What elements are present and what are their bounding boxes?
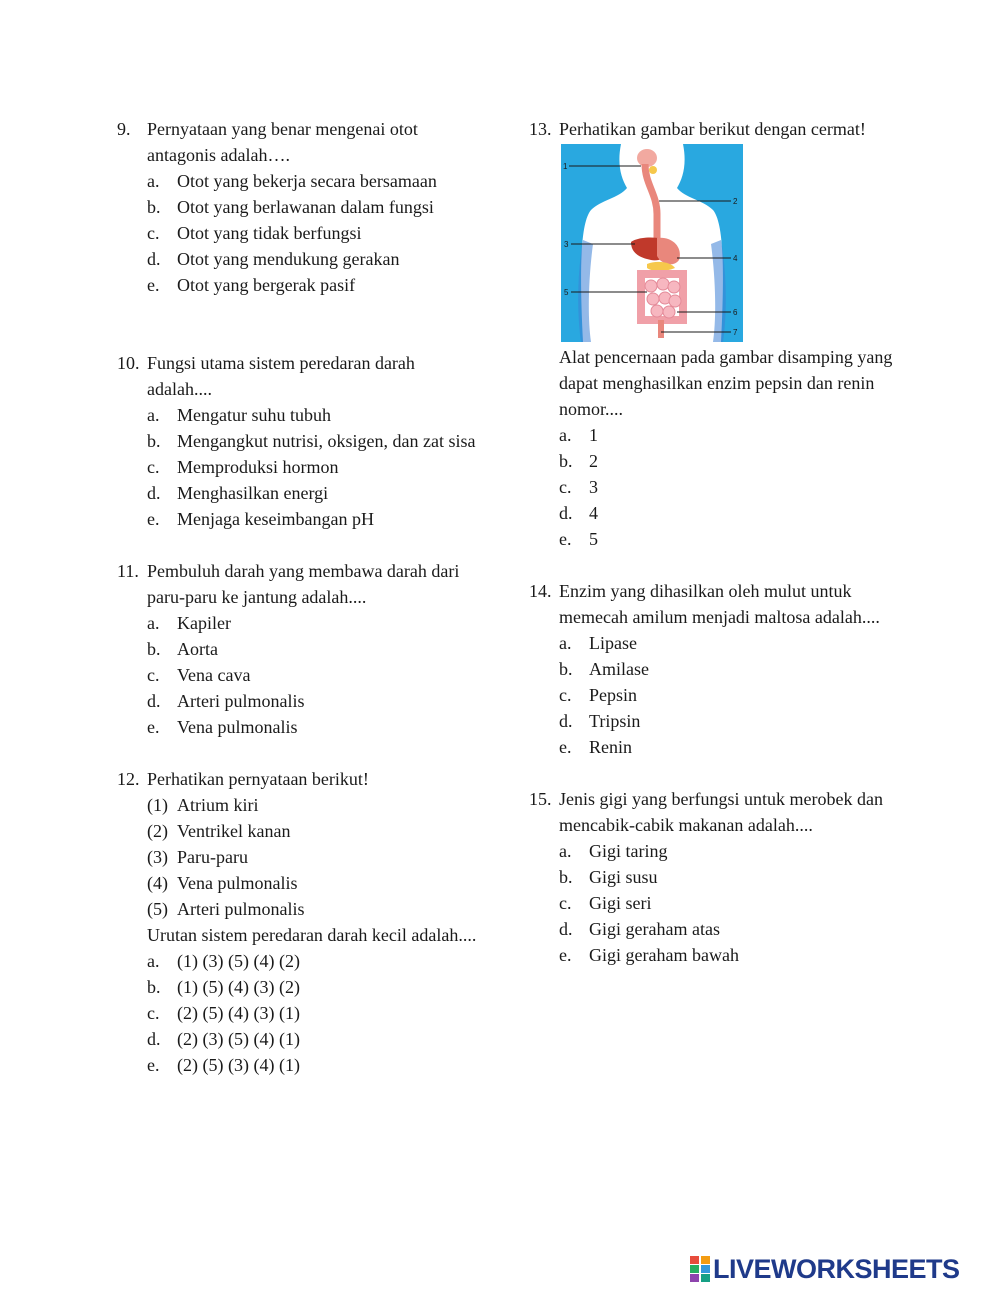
question-number: 10. <box>117 353 140 373</box>
option-a[interactable] <box>559 630 909 656</box>
statement-label: (1) <box>147 795 168 815</box>
diagram-label-2: 2 <box>733 197 738 206</box>
option-letter: a. <box>147 613 160 633</box>
option-letter: a. <box>147 171 160 191</box>
option-b[interactable] <box>559 864 909 890</box>
statement-item <box>147 792 477 818</box>
question-text <box>117 766 477 792</box>
question-text <box>117 350 477 402</box>
salivary-gland <box>649 166 657 174</box>
question-number: 12. <box>117 769 140 789</box>
logo-blocks-icon <box>690 1256 710 1282</box>
option-text: Vena pulmonalis <box>177 717 298 737</box>
option-d[interactable] <box>147 688 477 714</box>
question-text <box>117 116 477 168</box>
intestine-loop <box>669 295 681 307</box>
option-text: (2) (5) (4) (3) (1) <box>177 1003 300 1023</box>
option-e[interactable] <box>147 714 477 740</box>
question-text <box>529 578 909 630</box>
left-column <box>117 116 477 1078</box>
option-b[interactable] <box>147 428 477 454</box>
statement-item <box>147 870 477 896</box>
diagram-label-4: 4 <box>733 254 738 263</box>
question-10 <box>117 350 477 532</box>
question-13 <box>529 116 909 552</box>
option-letter: a. <box>147 951 160 971</box>
option-letter: d. <box>559 503 573 523</box>
option-e[interactable] <box>147 272 477 298</box>
option-text: (1) (3) (5) (4) (2) <box>177 951 300 971</box>
question-stem: Pembuluh darah yang membawa darah dari paru-paru ke jantung adalah.... <box>147 561 460 607</box>
option-c[interactable] <box>147 662 477 688</box>
option-text: Otot yang tidak berfungsi <box>177 223 362 243</box>
option-text: Otot yang berlawanan dalam fungsi <box>177 197 434 217</box>
question-prompt: Alat pencernaan pada gambar disamping yang dapat menghasilkan enzim pepsin dan renin nomor.... <box>559 347 893 419</box>
option-letter: b. <box>147 639 161 659</box>
option-d[interactable] <box>559 916 909 942</box>
option-text: Arteri pulmonalis <box>177 691 305 711</box>
question-text <box>529 786 909 838</box>
option-text: Otot yang bergerak pasif <box>177 275 356 295</box>
question-prompt: Urutan sistem peredaran darah kecil adalah.... <box>147 925 477 945</box>
option-text: Amilase <box>589 659 649 679</box>
question-number: 13. <box>529 119 552 139</box>
digestive-system-diagram <box>561 144 743 342</box>
question-15 <box>529 786 909 968</box>
option-list <box>147 168 477 298</box>
question-stem: Enzim yang dihasilkan oleh mulut untuk memecah amilum menjadi maltosa adalah.... <box>559 581 880 627</box>
option-a[interactable] <box>147 610 477 636</box>
option-c[interactable] <box>147 454 477 480</box>
option-letter: d. <box>147 483 161 503</box>
statement-text: Atrium kiri <box>177 795 259 815</box>
question-stem: Perhatikan gambar berikut dengan cermat! <box>559 119 866 139</box>
option-d[interactable] <box>559 500 909 526</box>
diagram-label-3: 3 <box>564 240 569 249</box>
question-text <box>117 558 477 610</box>
option-list <box>559 838 909 968</box>
option-letter: c. <box>559 685 572 705</box>
option-text: Kapiler <box>177 613 231 633</box>
option-d[interactable] <box>147 480 477 506</box>
option-letter: c. <box>559 893 572 913</box>
option-text: 3 <box>589 477 598 497</box>
intestine-loop <box>668 281 680 293</box>
option-text: 5 <box>589 529 598 549</box>
option-list <box>559 422 909 552</box>
option-letter: e. <box>147 509 160 529</box>
option-list <box>147 610 477 740</box>
statement-item <box>147 844 477 870</box>
option-d[interactable] <box>147 1026 477 1052</box>
option-letter: c. <box>147 1003 160 1023</box>
option-letter: b. <box>147 431 161 451</box>
option-text: Mengatur suhu tubuh <box>177 405 331 425</box>
question-number: 14. <box>529 581 552 601</box>
option-text: Lipase <box>589 633 637 653</box>
option-text: (1) (5) (4) (3) (2) <box>177 977 300 997</box>
question-number: 9. <box>117 119 131 139</box>
option-text: Menghasilkan energi <box>177 483 329 503</box>
option-c[interactable] <box>559 474 909 500</box>
option-text: 2 <box>589 451 598 471</box>
statement-label: (4) <box>147 873 168 893</box>
statement-label: (3) <box>147 847 168 867</box>
option-text: (2) (3) (5) (4) (1) <box>177 1029 300 1049</box>
option-e[interactable] <box>147 1052 477 1078</box>
option-e[interactable] <box>559 942 909 968</box>
statement-list <box>147 792 477 922</box>
question-stem: Fungsi utama sistem peredaran darah adalah.... <box>147 353 415 399</box>
option-text: Aorta <box>177 639 218 659</box>
option-letter: b. <box>559 867 573 887</box>
option-letter: b. <box>559 451 573 471</box>
option-text: Gigi geraham bawah <box>589 945 739 965</box>
diagram-label-7: 7 <box>733 328 738 337</box>
statement-text: Ventrikel kanan <box>177 821 291 841</box>
option-letter: d. <box>559 919 573 939</box>
option-c[interactable] <box>147 1000 477 1026</box>
intestine-loop <box>647 293 659 305</box>
option-list <box>559 630 909 760</box>
option-e[interactable] <box>559 526 909 552</box>
option-letter: c. <box>147 223 160 243</box>
option-letter: d. <box>147 691 161 711</box>
question-text <box>529 116 909 142</box>
option-e[interactable] <box>147 506 477 532</box>
liveworksheets-logo <box>690 1254 960 1284</box>
option-e[interactable] <box>559 734 909 760</box>
option-letter: b. <box>147 197 161 217</box>
question-11 <box>117 558 477 740</box>
option-b[interactable] <box>559 656 909 682</box>
diagram-label-1: 1 <box>563 162 568 171</box>
option-text: Gigi susu <box>589 867 658 887</box>
option-letter: a. <box>559 841 572 861</box>
option-letter: e. <box>147 1055 160 1075</box>
option-text: Memproduksi hormon <box>177 457 339 477</box>
statement-label: (5) <box>147 899 168 919</box>
option-letter: c. <box>559 477 572 497</box>
option-letter: c. <box>147 457 160 477</box>
option-a[interactable] <box>147 948 477 974</box>
question-number: 11. <box>117 561 139 581</box>
option-letter: d. <box>559 711 573 731</box>
option-text: (2) (5) (3) (4) (1) <box>177 1055 300 1075</box>
question-9 <box>117 116 477 298</box>
option-text: Gigi taring <box>589 841 668 861</box>
diagram-label-5: 5 <box>564 288 569 297</box>
option-text: Menjaga keseimbangan pH <box>177 509 374 529</box>
question-14 <box>529 578 909 760</box>
option-letter: e. <box>559 529 572 549</box>
option-a[interactable] <box>559 838 909 864</box>
option-c[interactable] <box>559 890 909 916</box>
intestine-loop <box>651 305 663 317</box>
option-letter: e. <box>147 275 160 295</box>
option-letter: d. <box>147 1029 161 1049</box>
option-text: Gigi geraham atas <box>589 919 720 939</box>
statement-text: Arteri pulmonalis <box>177 899 305 919</box>
option-letter: a. <box>559 633 572 653</box>
question-number: 15. <box>529 789 552 809</box>
statement-text: Vena pulmonalis <box>177 873 298 893</box>
option-a[interactable] <box>559 422 909 448</box>
option-text: Pepsin <box>589 685 638 705</box>
logo-text: LIVEWORKSHEETS <box>713 1253 960 1284</box>
statement-label: (2) <box>147 821 168 841</box>
option-text: Gigi seri <box>589 893 652 913</box>
intestine-loop <box>645 280 657 292</box>
option-letter: e. <box>147 717 160 737</box>
option-text: 4 <box>589 503 598 523</box>
option-letter: a. <box>147 405 160 425</box>
option-letter: b. <box>147 977 161 997</box>
option-a[interactable] <box>147 168 477 194</box>
option-letter: a. <box>559 425 572 445</box>
option-b[interactable] <box>559 448 909 474</box>
option-letter: e. <box>559 945 572 965</box>
option-b[interactable] <box>147 194 477 220</box>
option-text: Tripsin <box>589 711 641 731</box>
option-text: Vena cava <box>177 665 251 685</box>
option-b[interactable] <box>147 636 477 662</box>
option-letter: e. <box>559 737 572 757</box>
question-stem: Pernyataan yang benar mengenai otot antagonis adalah…. <box>147 119 418 165</box>
option-d[interactable] <box>559 708 909 734</box>
option-text: Renin <box>589 737 632 757</box>
intestine-loop <box>663 306 675 318</box>
option-letter: d. <box>147 249 161 269</box>
option-text: Mengangkut nutrisi, oksigen, dan zat sisa <box>177 431 476 451</box>
option-b[interactable] <box>147 974 477 1000</box>
option-text: Otot yang mendukung gerakan <box>177 249 400 269</box>
statement-item <box>147 818 477 844</box>
option-text: Otot yang bekerja secara bersamaan <box>177 171 437 191</box>
option-list <box>147 402 477 532</box>
option-c[interactable] <box>147 220 477 246</box>
option-letter: c. <box>147 665 160 685</box>
intestine-loop <box>657 278 669 290</box>
question-stem: Perhatikan pernyataan berikut! <box>147 769 369 789</box>
option-letter: b. <box>559 659 573 679</box>
option-d[interactable] <box>147 246 477 272</box>
statement-item <box>147 896 477 922</box>
option-c[interactable] <box>559 682 909 708</box>
option-text: 1 <box>589 425 598 445</box>
right-column <box>529 116 909 968</box>
statement-text: Paru-paru <box>177 847 248 867</box>
question-12 <box>117 766 477 1078</box>
option-a[interactable] <box>147 402 477 428</box>
question-stem: Jenis gigi yang berfungsi untuk merobek dan mencabik-cabik makanan adalah.... <box>559 789 883 835</box>
diagram-label-6: 6 <box>733 308 738 317</box>
option-list <box>147 948 477 1078</box>
